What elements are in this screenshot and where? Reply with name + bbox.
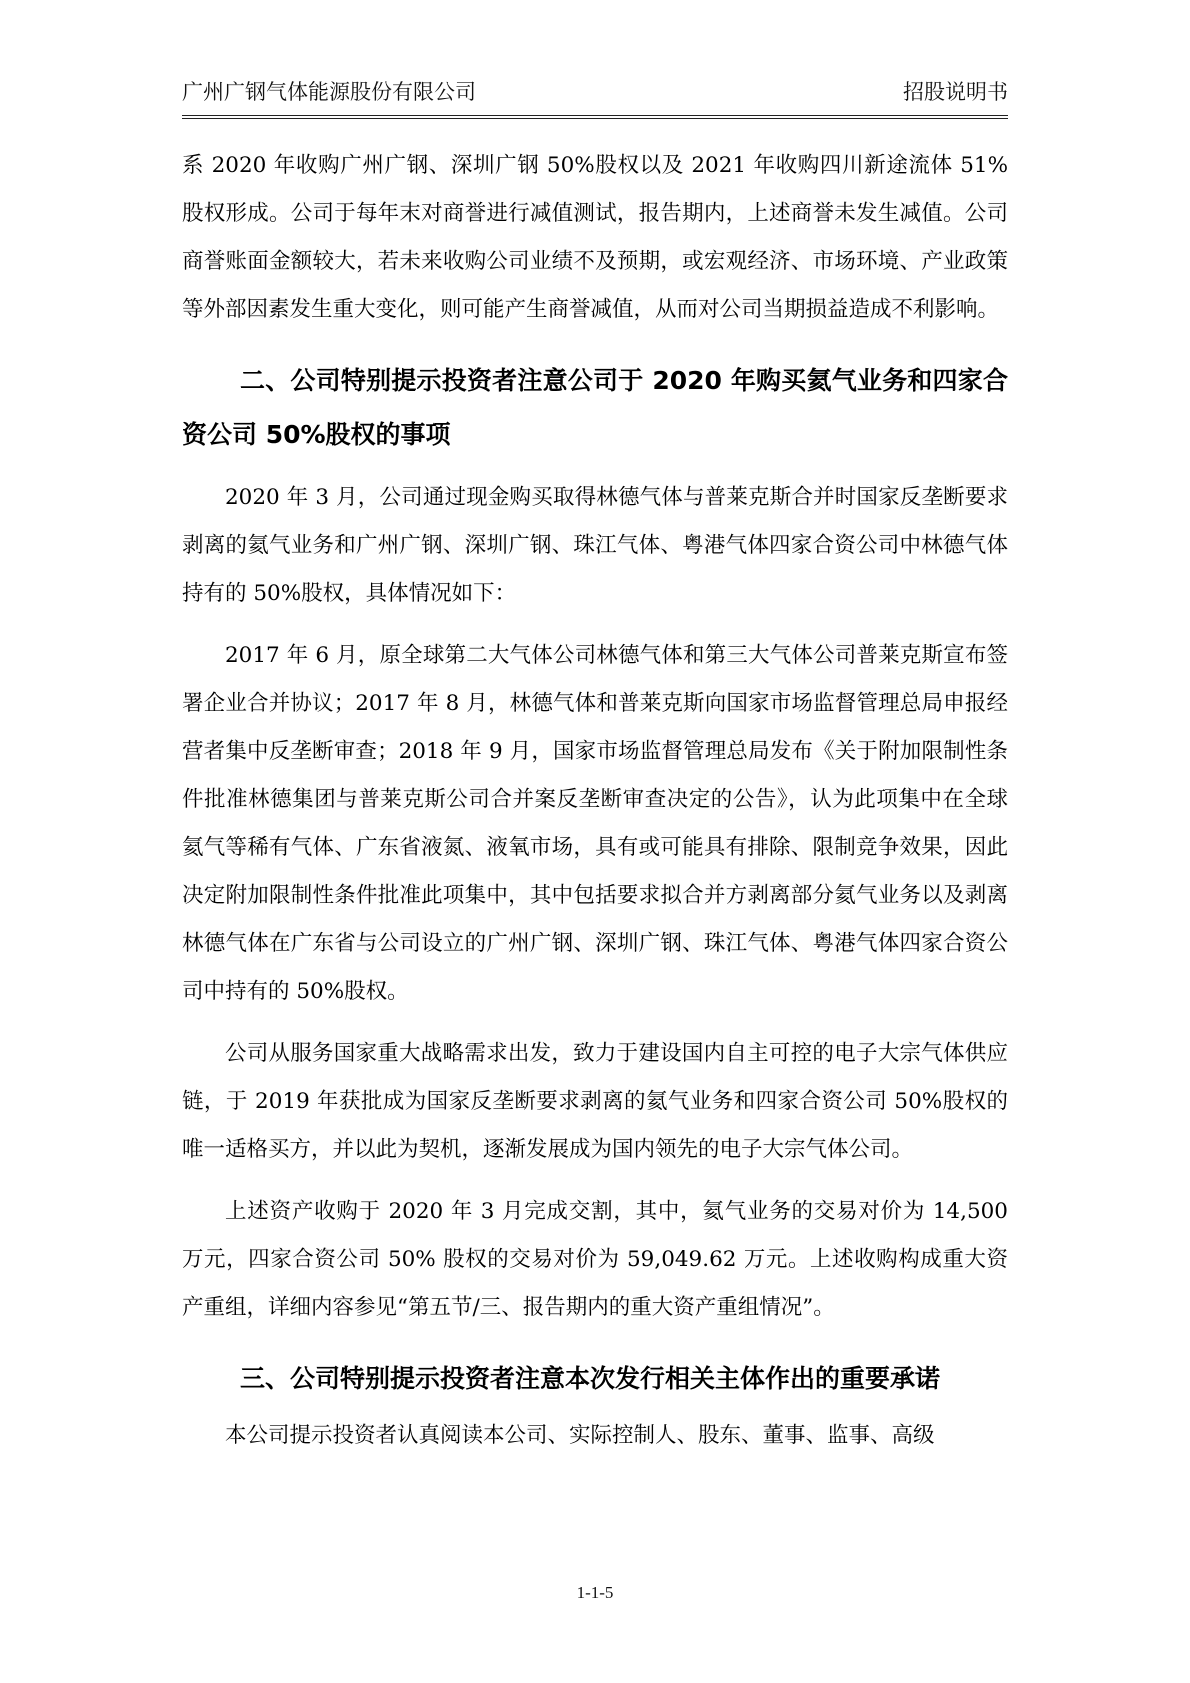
header-company-name: 广州广钢气体能源股份有限公司 <box>182 80 476 104</box>
paragraph-strategic-purpose: 公司从服务国家重大战略需求出发，致力于建设国内自主可控的电子大宗气体供应链，于 2019 年获批成为国家反垄断要求剥离的氦气业务和四家合资公司 50%股权的唯一适格买方，并以此为契机，逐渐发展成为国内领先的电子大宗气体公司。 <box>182 1041 1008 1162</box>
paragraph-transaction-consideration: 上述资产收购于 2020 年 3 月完成交割，其中，氦气业务的交易对价为 14,500 万元，四家合资公司 50% 股权的交易对价为 59,049.62 万元。上述收购构成重大资产重组，详细内容参见“第五节/三、报告期内的重大资产重组情况”。 <box>182 1199 1008 1320</box>
header-document-type: 招股说明书 <box>903 80 1008 104</box>
paragraph-acquisition-summary: 2020 年 3 月，公司通过现金购买取得林德气体与普莱克斯合并时国家反垄断要求剥离的氦气业务和广州广钢、深圳广钢、珠江气体、粤港气体四家合资公司中林德气体持有的 50%股权，具体情况如下： <box>182 485 1008 606</box>
page-number: 1-1-5 <box>576 1583 614 1602</box>
header-rule-thick <box>182 115 1008 116</box>
paragraph-antitrust-background: 2017 年 6 月，原全球第二大气体公司林德气体和第三大气体公司普莱克斯宣布签署企业合并协议；2017 年 8 月，林德气体和普莱克斯向国家市场监督管理总局申报经营者集中反垄断审查；2018 年 9 月，国家市场监督管理总局发布《关于附加限制性条件批准林德集团与普莱克斯公司合并案反垄断审查决定的公告》，认为此项集中在全球氦气等稀有气体、广东省液氮、液氧市场，具有或可能具有排除、限制竞争效果，因此决定附加限制性条件批准此项集中，其中包括要求拟合并方剥离部分氦气业务以及剥离林德气体在广东省与公司设立的广州广钢、深圳广钢、珠江气体、粤港气体四家合资公司中持有的 50%股权。 <box>182 643 1008 1004</box>
paragraph-commitments-intro: 本公司提示投资者认真阅读本公司、实际控制人、股东、董事、监事、高级 <box>225 1423 935 1448</box>
section-heading-2: 二、公司特别提示投资者注意公司于 2020 年购买氦气业务和四家合资公司 50%股权的事项 <box>182 366 1008 449</box>
section-heading-3: 三、公司特别提示投资者注意本次发行相关主体作出的重要承诺 <box>240 1364 941 1393</box>
paragraph-goodwill-continued: 系 2020 年收购广州广钢、深圳广钢 50%股权以及 2021 年收购四川新途流体 51%股权形成。公司于每年末对商誉进行减值测试，报告期内，上述商誉未发生减值。公司商誉账面金额较大，若未来收购公司业绩不及预期，或宏观经济、市场环境、产业政策等外部因素发生重大变化，则可能产生商誉减值，从而对公司当期损益造成不利影响。 <box>182 153 1008 322</box>
running-header <box>182 82 1008 103</box>
header-rule-thin <box>182 118 1008 119</box>
document-body <box>182 142 1008 1460</box>
